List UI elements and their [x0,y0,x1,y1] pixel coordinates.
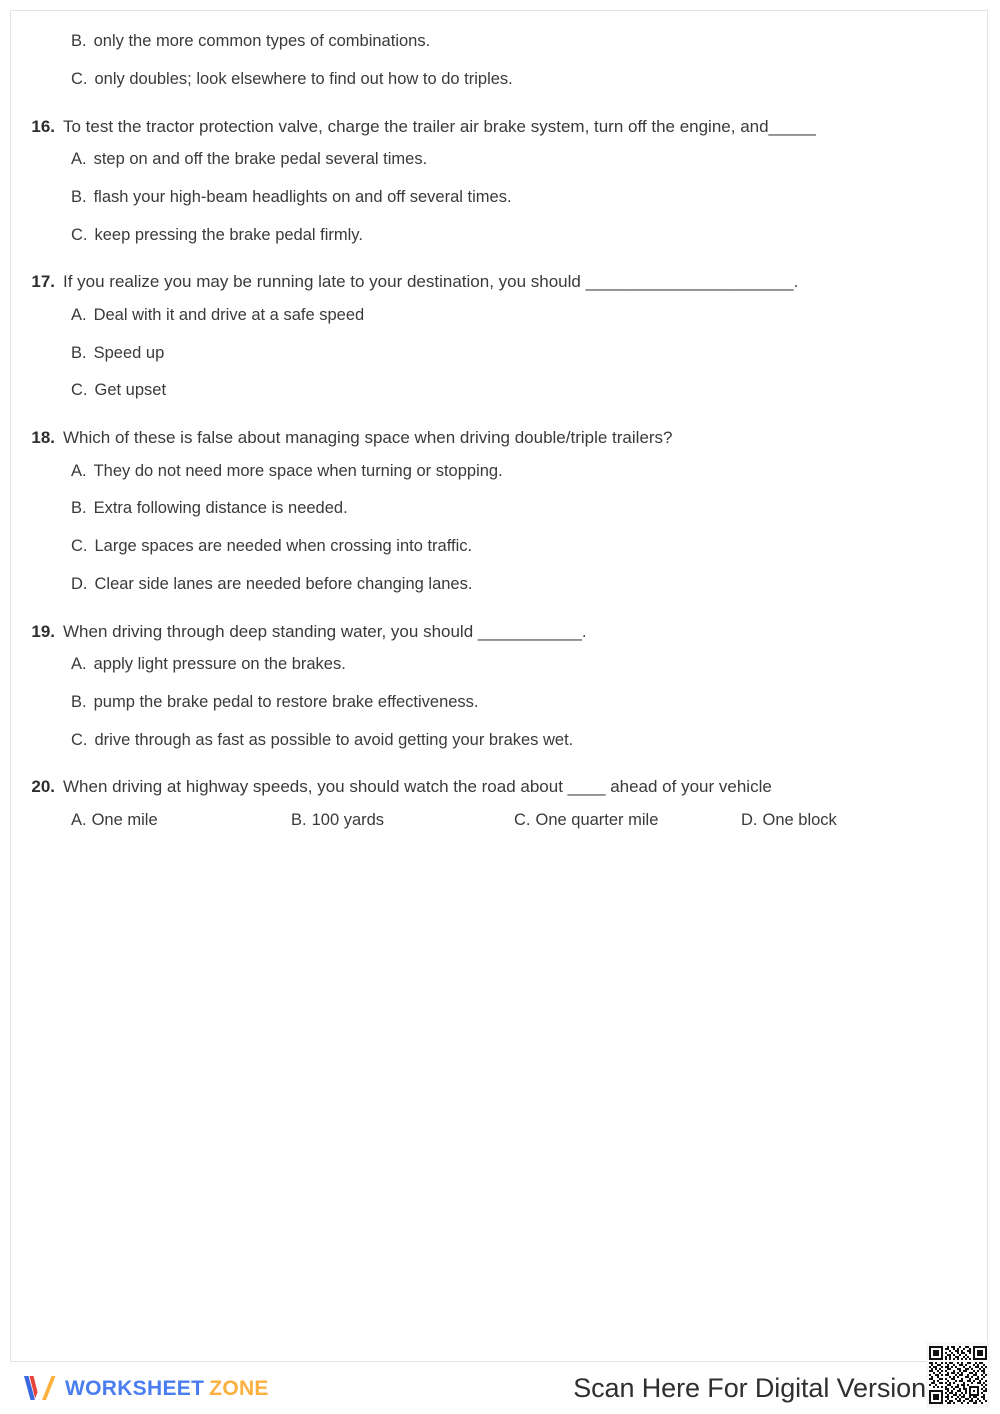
question-number: 16. [31,116,55,136]
brand-name-accent: ZONE [209,1376,269,1400]
list-item[interactable] [11,652,989,677]
option-letter: B. [71,499,87,518]
option-letter: A. [71,461,87,480]
option-text: drive through as fast as possible to avoid getting your brakes wet. [94,730,574,749]
option-text: pump the brake pedal to restore brake effectiveness. [93,692,479,711]
brand-wordmark [65,1378,269,1399]
option-letter: C. [71,730,88,749]
list-item[interactable] [11,572,989,597]
page-footer [0,1362,1000,1414]
list-item[interactable] [741,808,837,833]
option-text: One block [762,810,837,829]
option-text: 100 yards [311,810,385,829]
option-letter: A. [71,305,87,324]
option-text: Large spaces are needed when crossing into traffic. [94,537,473,555]
option-text: apply light pressure on the brakes. [93,655,346,673]
question-text: Which of these is false about managing space when driving double/triple trailers? [63,428,673,447]
question-number: 20. [31,777,55,797]
option-letter: C. [71,537,88,555]
question-list [11,11,989,855]
list-item[interactable] [11,341,989,366]
question-text: When driving at highway speeds, you should watch the road about ____ ahead of your vehicle [63,777,772,797]
question-header [11,269,989,295]
question-19 [11,619,989,753]
list-item[interactable] [11,690,989,715]
question-header [11,425,989,451]
list-item[interactable] [11,29,989,54]
option-letter: D. [71,574,88,593]
question-20 [11,774,989,832]
option-text: They do not need more space when turning or stopping. [93,461,503,480]
list-item[interactable] [11,459,989,484]
option-text: keep pressing the brake pedal firmly. [94,225,363,244]
option-letter: C. [71,381,88,400]
list-item[interactable] [11,147,989,172]
option-letter: B. [71,692,87,711]
brand-logo[interactable] [22,1370,269,1406]
qr-code-icon[interactable] [926,1342,990,1408]
option-letter: B. [71,343,87,362]
scan-prompt-text: Scan Here For Digital Version [573,1373,926,1403]
list-item[interactable] [11,496,989,521]
option-letter: C. [514,810,531,829]
list-item[interactable] [11,223,989,248]
list-item[interactable] [71,808,291,833]
continued-options-group [11,29,989,92]
option-letter: C. [71,69,88,88]
inline-options-group [11,808,989,833]
question-text: When driving through deep standing water, you should ___________. [63,621,587,641]
option-letter: C. [71,225,88,244]
question-number: 17. [31,272,55,292]
option-letter: B. [291,810,307,829]
option-text: only the more common types of combinations. [93,32,431,50]
question-18 [11,425,989,597]
option-letter: A. [71,655,87,673]
option-text: Extra following distance is needed. [93,499,348,518]
question-header [11,114,989,140]
worksheet-page [10,10,988,1362]
question-header [11,774,989,800]
option-letter: B. [71,187,87,206]
option-text: Clear side lanes are needed before changing lanes. [94,574,473,593]
worksheet-zone-w-logo-icon [22,1373,56,1403]
list-item[interactable] [11,67,989,92]
brand-name-primary: WORKSHEET [65,1376,205,1400]
option-text: Get upset [94,381,167,400]
question-number: 18. [31,428,55,447]
question-text: To test the tractor protection valve, charge the trailer air brake system, turn off the engine, and_____ [63,116,816,136]
question-number: 19. [31,621,55,641]
option-text: One quarter mile [535,810,659,829]
question-17 [11,269,989,403]
question-16 [11,114,989,248]
option-letter: A. [71,810,87,829]
question-header [11,619,989,645]
list-item[interactable] [291,808,514,833]
option-text: only doubles; look elsewhere to find out how to do triples. [94,69,513,88]
option-text: Deal with it and drive at a safe speed [93,305,365,324]
option-text: flash your high-beam headlights on and off several times. [93,187,512,206]
list-item[interactable] [11,185,989,210]
option-text: One mile [91,810,158,829]
option-letter: B. [71,32,87,50]
list-item[interactable] [11,378,989,403]
list-item[interactable] [514,808,741,833]
list-item[interactable] [11,534,989,559]
question-text: If you realize you may be running late to your destination, you should ______________________. [63,272,799,292]
option-text: step on and off the brake pedal several times. [93,150,428,168]
option-text: Speed up [93,343,165,362]
option-letter: A. [71,150,87,168]
option-letter: D. [741,810,758,829]
list-item[interactable] [11,303,989,328]
list-item[interactable] [11,728,989,753]
